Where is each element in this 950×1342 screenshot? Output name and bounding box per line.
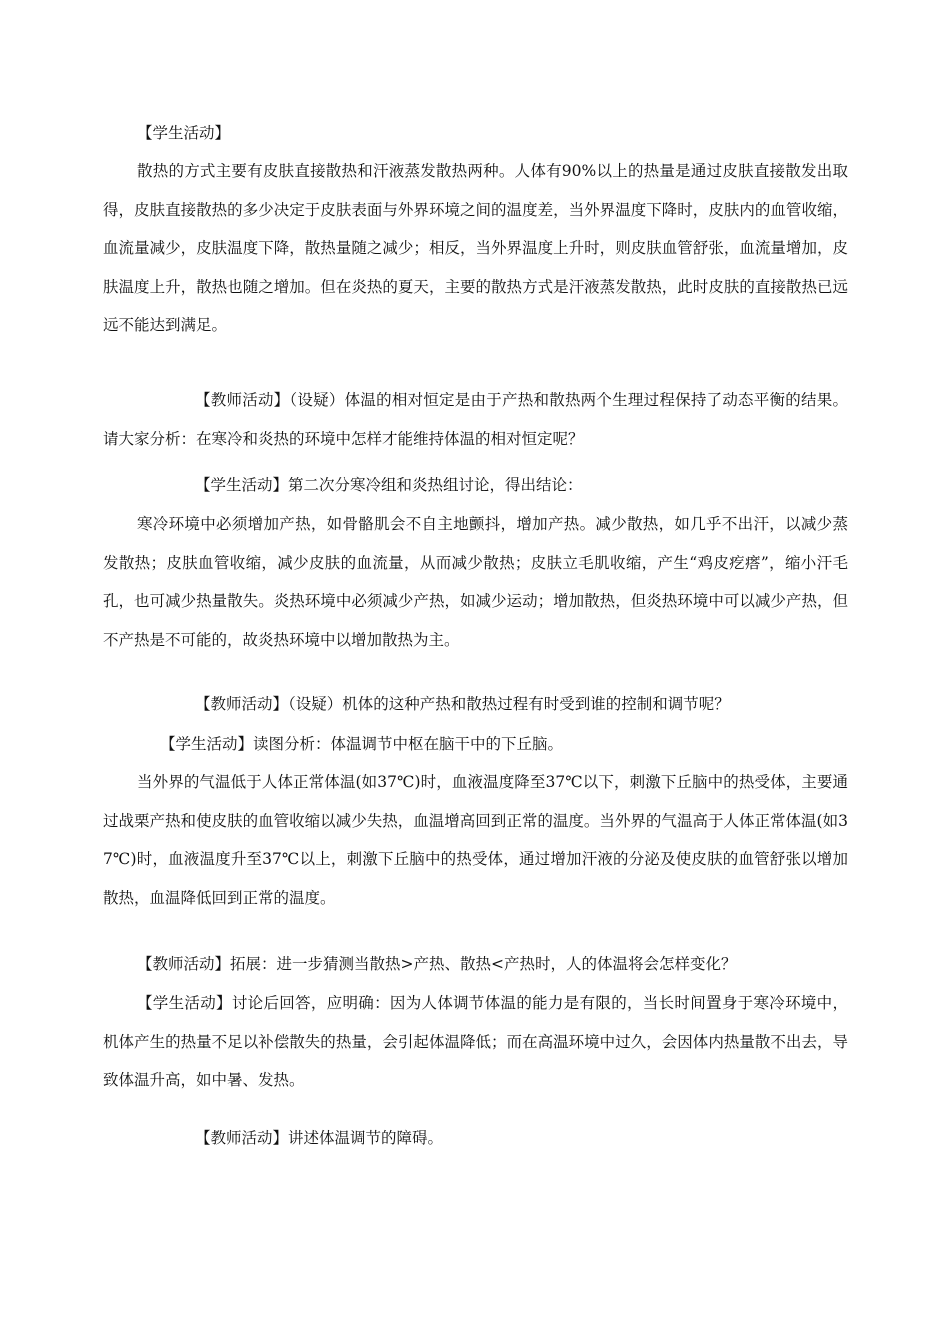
paragraph-student-answer: 【学生活动】讨论后回答，应明确：因为人体调节体温的能力是有限的，当长时间置身于寒冷环境中，机体产生的热量不足以补偿散失的热量，会引起体温降低；而在高温环境中过久，会因体内热量散不出去，导致体温升高，如中暑、发热。 <box>103 994 848 1089</box>
paragraph-student-discussion: 【学生活动】第二次分寒冷组和炎热组讨论，得出结论： <box>195 476 583 494</box>
paragraph-teacher-extension: 【教师活动】拓展：进一步猜测当散热>产热、散热<产热时，人的体温将会怎样变化？ <box>137 955 737 973</box>
paragraph-teacher-question-2: 【教师活动】（设疑）机体的这种产热和散热过程有时受到谁的控制和调节呢？ <box>195 695 730 713</box>
paragraph-cold-hot-environment: 寒冷环境中必须增加产热，如骨骼肌会不自主地颤抖，增加产热。减少散热，如几乎不出汗，以减少蒸发散热；皮肤血管收缩，减少皮肤的血流量，从而减少散热；皮肤立毛肌收缩，产生“鸡皮疙瘩”，缩小汗毛孔，也可减少热量散失。炎热环境中必须减少产热，如减少运动；增加散热，但炎热环境中可以减少产热，但不产热是不可能的，故炎热环境中以增加散热为主。 <box>103 515 848 649</box>
heading-student-activity-1: 【学生活动】 <box>137 124 231 142</box>
paragraph-thermoregulation: 当外界的气温低于人体正常体温(如37℃)时，血液温度降至37℃以下，刺激下丘脑中的热受体，主要通过战栗产热和使皮肤的血管收缩以减少失热，血温增高回到正常的温度。当外界的气温高于人体正常体温(如37℃)时，血液温度升至37℃以上，刺激下丘脑中的热受体，通过增加汗液的分泌及使皮肤的血管舒张以增加散热，血温降低回到正常的温度。 <box>103 773 848 907</box>
paragraph-heat-dissipation: 散热的方式主要有皮肤直接散热和汗液蒸发散热两种。人体有90%以上的热量是通过皮肤直接散发出取得，皮肤直接散热的多少决定于皮肤表面与外界环境之间的温度差，当外界温度下降时，皮肤内的血管收缩，血流量减少，皮肤温度下降，散热量随之减少；相反，当外界温度上升时，则皮肤血管舒张，血流量增加，皮肤温度上升，散热也随之增加。但在炎热的夏天，主要的散热方式是汗液蒸发散热，此时皮肤的直接散热已远远不能达到满足。 <box>103 162 848 334</box>
paragraph-teacher-disorders: 【教师活动】讲述体温调节的障碍。 <box>195 1129 444 1147</box>
paragraph-student-reading: 【学生活动】读图分析：体温调节中枢在脑干中的下丘脑。 <box>160 735 564 753</box>
paragraph-teacher-question-1: 【教师活动】（设疑）体温的相对恒定是由于产热和散热两个生理过程保持了动态平衡的结果。请大家分析：在寒冷和炎热的环境中怎样才能维持体温的相对恒定呢？ <box>103 391 848 448</box>
